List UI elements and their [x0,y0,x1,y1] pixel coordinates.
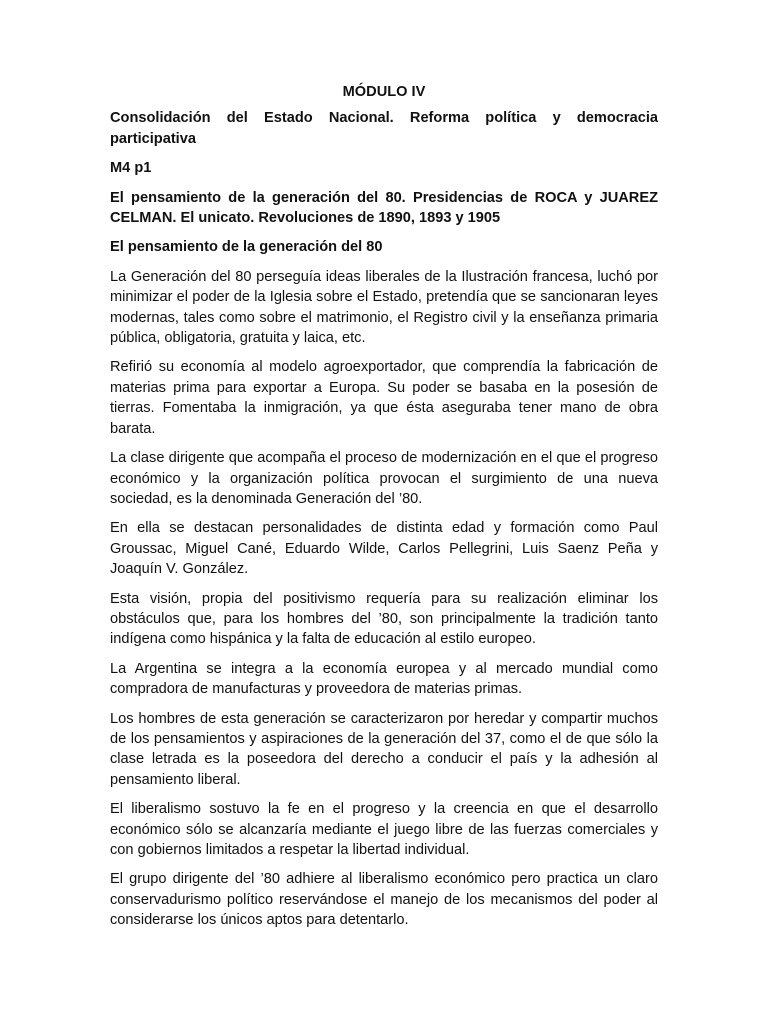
paragraph: En ella se destacan personalidades de distinta edad y formación como Paul Groussac, Miguel Cané, Eduardo Wilde, Carlos Pellegrini, Luis Saenz Peña y Joaquín V. González. [110,520,658,578]
paragraph: La clase dirigente que acompaña el proceso de modernización en el que el progreso económico y la organización política provocan el surgimiento de una nueva sociedad, es la denominada Generación del ’80. [110,450,658,507]
subsection-title: El pensamiento de la generación del 80 [110,239,383,256]
paragraph: Refirió su economía al modelo agroexportador, que comprendía la fabricación de materias prima para exportar a Europa. Su poder se basaba en la posesión de tierras. Fomentaba la inmigración, ya que ésta aseguraba tener mano de obra barata. [110,359,658,437]
document-subtitle: Consolidación del Estado Nacional. Reforma política y democracia participativa [110,110,658,147]
paragraph: El liberalismo sostuvo la fe en el progreso y la creencia en que el desarrollo económico sólo se alcanzaría mediante el juego libre de las fuerzas comerciales y con gobiernos limitados a respetar la libertad individual. [110,801,658,858]
paragraph: La Argentina se integra a la economía europea y al mercado mundial como compradora de manufacturas y proveedora de materias primas. [110,660,658,698]
section-code: M4 p1 [110,160,152,177]
paragraph: Esta visión, propia del positivismo requería para su realización eliminar los obstáculos que, para los hombres del ’80, son principalmente la tradición tanto indígena como hispánica y la falta de educación al estilo europeo. [110,590,658,648]
paragraph: El grupo dirigente del ’80 adhiere al liberalismo económico pero practica un claro conservadurismo político reservándose el manejo de los mecanismos del poder al considerarse los únicos aptos para detentarlo. [110,871,658,929]
paragraph: Los hombres de esta generación se caracterizaron por heredar y compartir muchos de los pensamientos y aspiraciones de la generación del 37, como el de que sólo la clase letrada es la poseedora del derecho a conducir el país y la adhesión al pensamiento liberal. [110,710,658,788]
paragraph: La Generación del 80 perseguía ideas liberales de la Ilustración francesa, luchó por minimizar el poder de la Iglesia sobre el Estado, pretendía que se sancionaran leyes modernas, tales como sobre el matrimonio, el Registro civil y la enseñanza primaria pública, obligatoria, gratuita y laica, etc. [110,268,658,347]
section-title: El pensamiento de la generación del 80. Presidencias de ROCA y JUAREZ CELMAN. El unicato. Revoluciones de 1890, 1893 y 1905 [110,189,658,227]
module-title: MÓDULO IV [342,84,426,100]
document-page [110,82,658,940]
